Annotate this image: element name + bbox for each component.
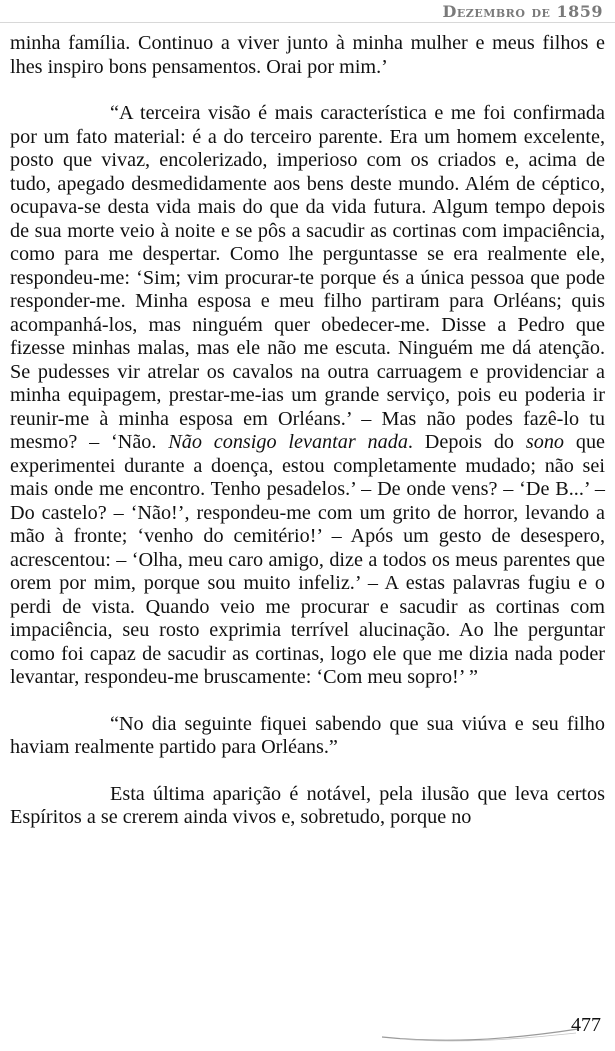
page-number: 477 [571,1014,601,1036]
paragraph-last-apparition: Esta última aparição é notável, pela ilusão que leva certos Espíritos a se crerem ainda vivos e, sobretudo, porque no [10,782,605,828]
paragraph-next-day: “No dia seguinte fiquei sabendo que sua viúva e seu filho haviam realmente partido para Orléans.” [10,712,605,758]
paragraph-third-vision [10,102,605,690]
header-rule [0,22,615,23]
paragraph-text: que experimentei durante a doença, estou completamente mudado; não sei mais onde me encontro. Tenho pesadelos.’ – De onde vens? – ‘De B...’ – Do castelo? – ‘Não!’, respondeu-me com um grito de horror, levando a mão à fronte; ‘venho do cemitério!’ – Após um gesto de desespero, acrescentou: – ‘Olha, meu caro amigo, dize a todos os meus parentes que orem por mim, porque sou muito infeliz.’ – A estas palavras fugiu e o perdi de vista. Quando veio me procurar e sacudir as cortinas com impaciência, seu rosto exprimia terrível alucinação. Ao lhe perguntar como foi capaz de sacudir as cortinas, logo ele que me dizia nada poder levantar, respondeu-me bruscamente: ‘Com meu sopro!’ ” [10,431,606,688]
running-header: Dezembro de 1859 [442,2,603,21]
italic-word: sono [525,431,565,453]
footer-flourish [380,1025,580,1043]
page-body [10,32,605,830]
paragraph-text: “A terceira visão é mais característica e me foi confirmada por um fato material: é a do terceiro parente. Era um homem excelente, posto que vivaz, encolerizado, imperioso com os criados e, acima de tudo, apegado desmedidamente aos bens deste mundo. Além de céptico, ocupava-se desta vida mais do que da vida futura. Algum tempo depois de sua morte veio à noite e se pôs a sacudir as cortinas com impaciência, como para me despertar. Como lhe perguntasse se era realmente ele, respondeu-me: ‘Sim; vim procurar-te porque és a única pessoa que pode responder-me. Minha esposa e meu filho partiram para Orléans; quis acompanhá-los, mas ninguém quer obedecer-me. Disse a Pedro que fizesse minhas malas, mas ele não me escuta. Ninguém me dá atenção. Se pudesses vir atrelar os cavalos na outra carruagem e providenciar a minha equipagem, prestar-me-ias um grande serviço, pois eu poderia ir reunir-me à minha esposa em Orléans.’ – Mas não podes fazê-lo tu mesmo? – ‘Não. [10,102,605,453]
italic-phrase: Não consigo levantar nada [168,431,408,453]
paragraph-continued: minha família. Continuo a viver junto à minha mulher e meus filhos e lhes inspiro bons pensamentos. Orai por mim.’ [10,32,605,78]
paragraph-text: . Depois do [407,431,526,453]
